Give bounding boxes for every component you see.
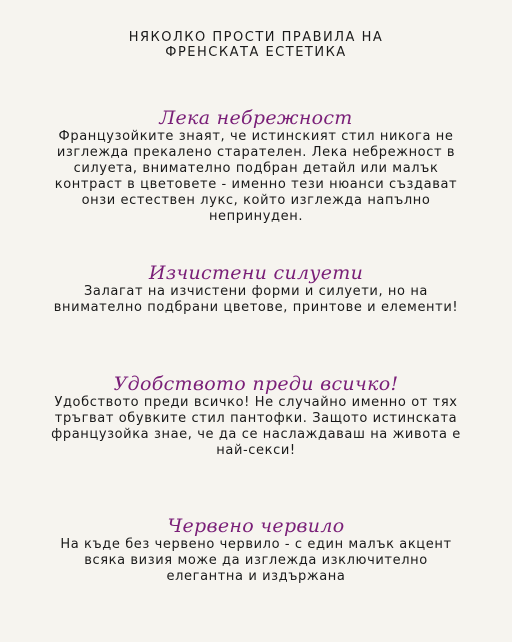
section-heading: Удобството преди всичко!	[113, 373, 399, 395]
page-title-line-2: ФРЕНСКАТА ЕСТЕТИКА	[165, 45, 347, 60]
section-body	[30, 129, 482, 225]
body-line: Французойките знаят, че истинският стил никога не	[58, 129, 454, 144]
section-heading: Лека небрежност	[159, 107, 353, 129]
body-line: французойка знае, че да се наслаждаваш на живота е	[51, 427, 461, 442]
body-line: Залагат на изчистени форми и силуети, но на	[84, 284, 428, 299]
body-line: онзи естествен лукс, който изглежда напълно	[81, 193, 431, 208]
body-line: контраст в цветовете - именно тези нюанси създават	[54, 177, 458, 192]
body-line: най-секси!	[216, 443, 296, 458]
body-line: непринуден.	[208, 209, 304, 224]
section-heading: Червено червило	[167, 515, 345, 537]
body-line: На къде без червено червило - с един малък акцент	[60, 537, 452, 552]
section-heading: Изчистени силуети	[148, 262, 364, 284]
page-title-line-1: НЯКОЛКО ПРОСТИ ПРАВИЛА НА	[128, 30, 384, 45]
section-carelessness	[30, 107, 482, 225]
section-red-lipstick	[30, 515, 482, 585]
body-line: изглежда прекалено старателен. Лека небрежност в	[56, 145, 456, 160]
body-line: Удобството преди всичко! Не случайно именно от тях	[54, 395, 458, 410]
section-comfort-first	[30, 373, 482, 459]
section-body	[30, 395, 482, 459]
body-line: елегантна и издържана	[166, 569, 346, 584]
page-title	[0, 30, 512, 60]
body-line: силуета, внимателно подбран детайл или малък	[73, 161, 439, 176]
body-line: всяка визия може да изглежда изключително	[84, 553, 428, 568]
section-clean-silhouettes	[30, 262, 482, 316]
body-line: тръгват обувките стил пантофки. Защото истинската	[54, 411, 458, 426]
section-body	[30, 537, 482, 585]
section-body	[30, 284, 482, 316]
body-line: внимателно подбрани цветове, принтове и елементи!	[53, 300, 459, 315]
